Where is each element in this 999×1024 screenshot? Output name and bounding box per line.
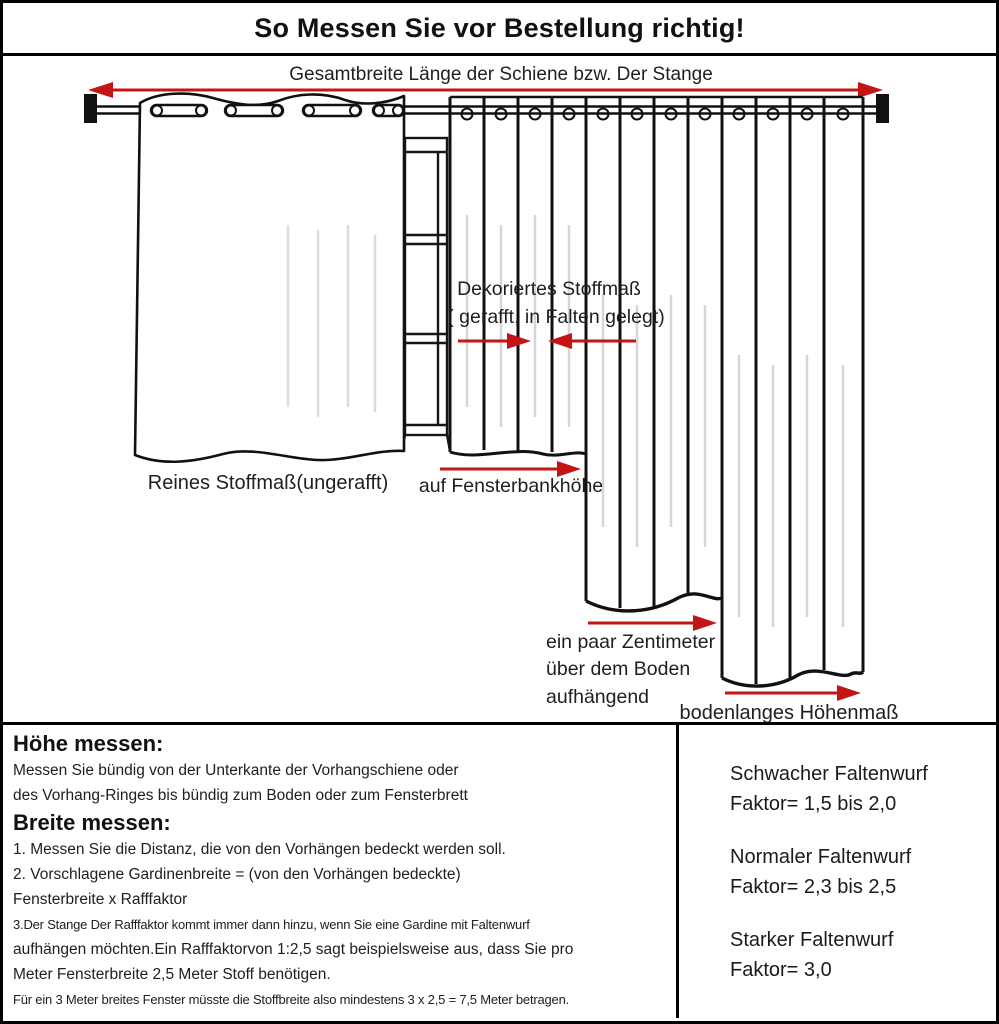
label-above-floor-line1: ein paar Zentimeter xyxy=(546,631,716,653)
window-frame xyxy=(402,138,450,451)
factor-name: Starker Faltenwurf xyxy=(730,929,894,951)
height-measure-heading: Höhe messen: xyxy=(13,731,164,756)
title-bar xyxy=(3,3,996,56)
label-floor-length: bodenlanges Höhenmaß xyxy=(679,702,899,722)
factor-value: Faktor= 1,5 bis 2,0 xyxy=(730,793,897,815)
width-measure-line: 2. Vorschlagene Gardinenbreite = (von den Vorhängen bedeckte) xyxy=(13,866,461,883)
width-measure-line: 1. Messen Sie die Distanz, die von den Vorhängen bedeckt werden soll. xyxy=(13,841,506,858)
width-measure-heading: Breite messen: xyxy=(13,810,171,835)
diagram-svg xyxy=(3,56,996,722)
pleated-curtain xyxy=(450,97,863,686)
rod-end-cap-right xyxy=(876,94,889,123)
rod-end-cap-left xyxy=(84,94,97,123)
factor-name: Normaler Faltenwurf xyxy=(730,846,912,868)
factor-name: Schwacher Faltenwurf xyxy=(730,763,928,785)
fold-factor-panel xyxy=(679,725,996,1018)
label-total-width: Gesamtbreite Länge der Schiene bzw. Der Stange xyxy=(289,64,713,85)
width-measure-line: Fensterbreite x Rafffaktor xyxy=(13,891,188,908)
label-pure-fabric-measure: Reines Stoffmaß(ungerafft) xyxy=(147,472,389,494)
width-measure-line: aufhängen möchten.Ein Rafffaktorvon 1:2,5 sagt beispielsweise aus, dass Sie pro xyxy=(13,941,574,958)
factor-value: Faktor= 3,0 xyxy=(730,959,832,981)
floor-length-arrow-icon xyxy=(725,685,861,701)
factor-item-normal xyxy=(730,842,996,902)
page-title: So Messen Sie vor Bestellung richtig! xyxy=(254,12,745,43)
width-measure-line: Meter Fensterbreite 2,5 Meter Stoff benötigen. xyxy=(13,966,331,983)
label-sill-height: auf Fensterbankhöhe xyxy=(418,475,604,497)
above-floor-arrow-icon xyxy=(588,615,717,631)
width-measure-line: Für ein 3 Meter breites Fenster müsste die Stoffbreite also mindestens 3 x 2,5 = 7,5 Meter betragen. xyxy=(13,992,570,1007)
factor-item-strong xyxy=(730,925,996,985)
factor-value: Faktor= 2,3 bis 2,5 xyxy=(730,876,897,898)
height-measure-line: des Vorhang-Ringes bis bündig zum Boden oder zum Fensterbrett xyxy=(13,787,468,804)
bottom-panels xyxy=(3,722,996,1018)
width-measure-line: 3.Der Stange Der Rafffaktor kommt immer dann hinzu, wenn Sie eine Gardine mit Faltenwurf xyxy=(13,917,530,932)
grommet-curtain xyxy=(135,94,404,462)
height-measure-line: Messen Sie bündig von der Unterkante der Vorhangschiene oder xyxy=(13,762,459,779)
label-decorated-measure-line2: ( gerafft, in Falten gelegt) xyxy=(447,306,665,328)
factor-item-weak xyxy=(730,759,996,819)
label-above-floor-line3: aufhängend xyxy=(546,686,650,708)
instructions-panel xyxy=(3,725,679,1018)
label-decorated-measure-line1: Dekoriertes Stoffmaß xyxy=(457,278,641,300)
label-above-floor-line2: über dem Boden xyxy=(546,658,691,680)
curtain-measurement-diagram xyxy=(3,56,996,722)
